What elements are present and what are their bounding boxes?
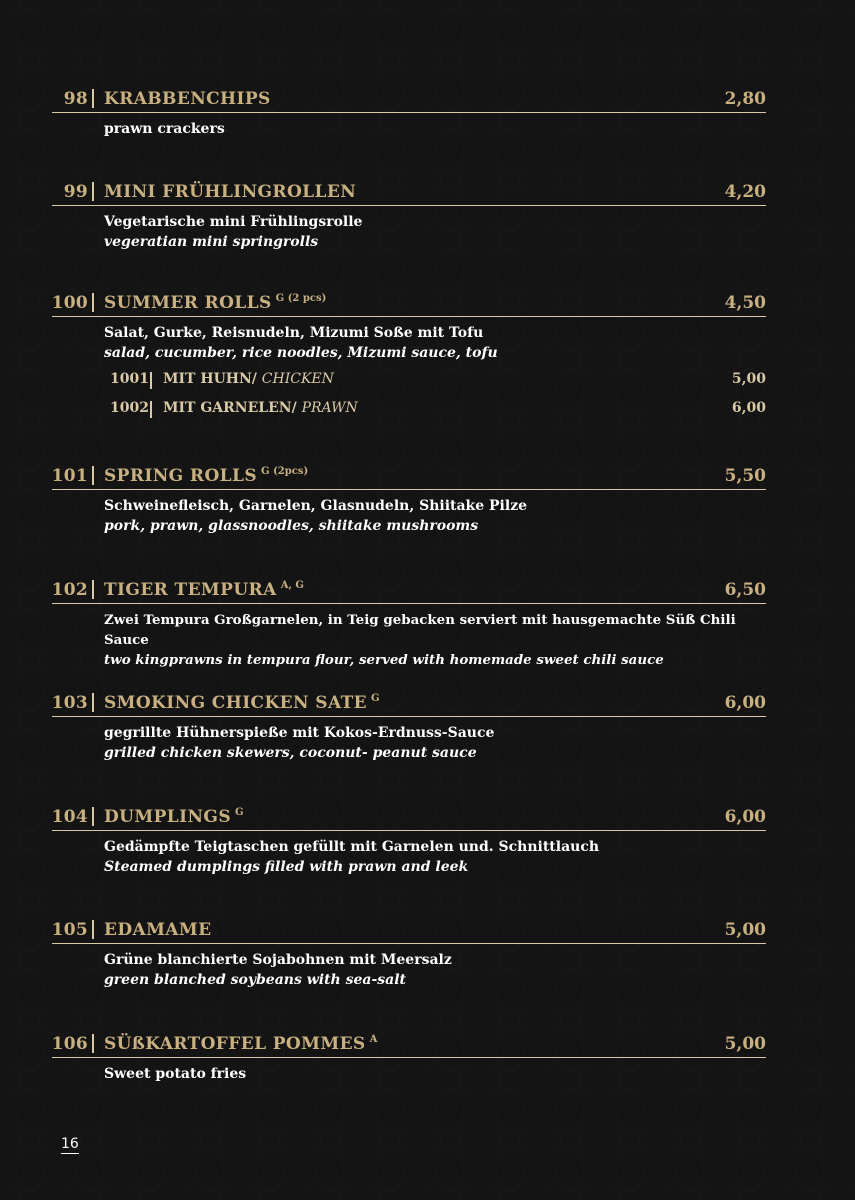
item-name: KRABBENCHIPS	[104, 89, 271, 109]
item-number: 103	[51, 693, 88, 713]
item-header	[52, 913, 766, 944]
item-number: 105	[51, 920, 88, 940]
description-en: grilled chicken skewers, coconut- peanut sauce	[104, 745, 477, 761]
menu-item-104	[52, 800, 766, 877]
item-description	[104, 837, 766, 877]
menu-item-103	[52, 686, 766, 763]
item-name: TIGER TEMPURA $^{A, G}$	[104, 580, 304, 600]
divider-bar	[92, 89, 94, 108]
sub-item-price: 6,00	[731, 400, 766, 416]
sub-item-name: MIT GARNELEN/ PRAWN	[163, 400, 358, 416]
item-description	[104, 610, 766, 670]
divider-bar	[150, 372, 152, 389]
item-description	[104, 950, 766, 990]
divider-bar	[92, 807, 94, 826]
item-description	[104, 212, 766, 252]
item-price: 4,20	[724, 182, 766, 202]
allergen-note: G (2pcs)	[261, 466, 309, 477]
description-de: Salat, Gurke, Reisnudeln, Mizumi Soße mit Tofu	[104, 325, 484, 341]
menu-item-105	[52, 913, 766, 990]
description-en: vegeratian mini springrolls	[104, 234, 319, 250]
item-name: SUMMER ROLLS $^{G (2 pcs)}$	[104, 293, 327, 313]
item-price: 6,50	[724, 580, 766, 600]
item-description	[104, 723, 766, 763]
allergen-note: G	[235, 807, 244, 818]
item-description	[104, 496, 766, 536]
item-header	[52, 286, 766, 317]
item-number: 100	[51, 293, 88, 313]
item-number: 102	[51, 580, 88, 600]
sub-item-price: 5,00	[731, 371, 766, 387]
item-name: SMOKING CHICKEN SATE $^G$	[104, 693, 380, 713]
item-number: 98	[63, 89, 88, 109]
menu-item-99	[52, 175, 766, 252]
description-de: gegrillte Hühnerspieße mit Kokos-Erdnuss-Sauce	[104, 725, 495, 741]
item-number: 104	[51, 807, 88, 827]
allergen-note: G	[371, 693, 380, 704]
menu-item-101	[52, 459, 766, 536]
divider-bar	[92, 1034, 94, 1053]
divider-bar	[92, 580, 94, 599]
item-name: EDAMAME	[104, 920, 212, 940]
menu-item-106	[52, 1027, 766, 1084]
sub-item-number: 1002	[110, 400, 149, 416]
item-price: 6,00	[724, 807, 766, 827]
item-price: 2,80	[724, 89, 766, 109]
description-en: salad, cucumber, rice noodles, Mizumi sauce, tofu	[104, 345, 498, 361]
item-price: 6,00	[724, 693, 766, 713]
description-de: Schweinefleisch, Garnelen, Glasnudeln, Shiitake Pilze	[104, 498, 528, 514]
item-header	[52, 1027, 766, 1058]
menu-item-98	[52, 82, 766, 139]
item-price: 5,50	[724, 466, 766, 486]
item-number: 101	[51, 466, 88, 486]
sub-item-number: 1001	[110, 371, 149, 387]
item-description	[104, 1064, 766, 1084]
sub-item-1002	[52, 396, 766, 425]
menu-item-100	[52, 286, 766, 425]
description-de: Vegetarische mini Frühlingsrolle	[104, 214, 363, 230]
item-description	[104, 323, 766, 363]
item-description	[104, 119, 766, 139]
item-name: SPRING ROLLS $^{G (2pcs)}$	[104, 466, 309, 486]
description-de: Zwei Tempura Großgarnelen, in Teig gebacken serviert mit hausgemachte Süß Chili Sauce	[104, 612, 736, 648]
item-header	[52, 82, 766, 113]
description-de: Gedämpfte Teigtaschen gefüllt mit Garnelen und. Schnittlauch	[104, 839, 600, 855]
item-name: MINI FRÜHLINGROLLEN	[104, 182, 357, 202]
description-en: green blanched soybeans with sea-salt	[104, 972, 407, 988]
allergen-note: A	[369, 1034, 378, 1045]
item-name: SÜßKARTOFFEL POMMES $^A$	[104, 1034, 378, 1054]
description-en: prawn crackers	[104, 121, 225, 137]
description-en: Steamed dumplings filled with prawn and leek	[104, 859, 469, 875]
item-number: 106	[51, 1034, 88, 1054]
description-de: Sweet potato fries	[104, 1066, 247, 1082]
sub-item-1001	[52, 367, 766, 396]
divider-bar	[92, 920, 94, 939]
item-header	[52, 573, 766, 604]
description-en: pork, prawn, glassnoodles, shiitake mushrooms	[104, 518, 479, 534]
allergen-note: G (2 pcs)	[275, 293, 327, 304]
description-de: Grüne blanchierte Sojabohnen mit Meersalz	[104, 952, 452, 968]
divider-bar	[92, 182, 94, 201]
divider-bar	[92, 293, 94, 312]
item-number: 99	[63, 182, 88, 202]
sub-item-name: MIT HUHN/ CHICKEN	[163, 371, 334, 387]
page-number: 16	[61, 1136, 79, 1152]
divider-bar	[150, 401, 152, 418]
divider-bar	[92, 693, 94, 712]
item-price: 4,50	[724, 293, 766, 313]
item-price: 5,00	[724, 920, 766, 940]
description-en: two kingprawns in tempura flour, served with homemade sweet chili sauce	[104, 652, 664, 668]
allergen-note: A, G	[280, 580, 304, 591]
item-header	[52, 175, 766, 206]
item-header	[52, 459, 766, 490]
menu-item-102	[52, 573, 766, 670]
item-name: DUMPLINGS $^G$	[104, 807, 244, 827]
item-header	[52, 800, 766, 831]
item-header	[52, 686, 766, 717]
item-price: 5,00	[724, 1034, 766, 1054]
divider-bar	[92, 466, 94, 485]
